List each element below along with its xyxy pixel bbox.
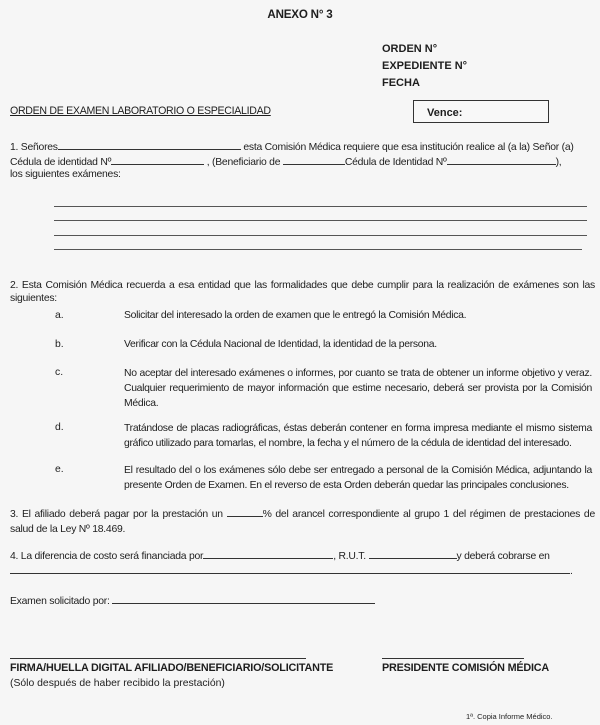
item-text: Solicitar del interesado la orden de examen que le entregó la Comisión Médica. bbox=[124, 310, 467, 321]
section-1-request-text: esta Comisión Médica requiere que esa institución realice al (a la) Señor (a) bbox=[240, 142, 574, 153]
requested-by-field[interactable] bbox=[112, 594, 375, 604]
item-text: Verificar con la Cédula Nacional de Identidad, la identidad de la persona. bbox=[124, 339, 437, 350]
date-label: FECHA bbox=[382, 77, 420, 89]
president-signature-label: PRESIDENTE COMISIÓN MÉDICA bbox=[382, 662, 549, 674]
item-letter: c. bbox=[55, 367, 64, 378]
item-letter: e. bbox=[55, 464, 64, 475]
expires-box[interactable] bbox=[413, 100, 549, 123]
id-label: Cédula de identidad Nº bbox=[10, 157, 112, 168]
percentage-field[interactable] bbox=[227, 507, 263, 517]
requested-by-label: Examen solicitado por: bbox=[10, 596, 113, 607]
section-1-close: ), bbox=[555, 157, 562, 168]
charge-to-field[interactable] bbox=[10, 564, 570, 574]
beneficiary-id-field[interactable] bbox=[447, 155, 556, 165]
rut-field[interactable] bbox=[369, 549, 457, 559]
beneficiary-prefix: , (Beneficiario de bbox=[204, 157, 283, 168]
exam-line-2[interactable] bbox=[54, 220, 587, 221]
exams-label: los siguientes exámenes: bbox=[10, 169, 121, 180]
copy-note: 1ª. Copia Informe Médico. bbox=[466, 712, 553, 721]
annex-title: ANEXO N° 3 bbox=[267, 8, 333, 21]
beneficiary-of-field[interactable] bbox=[283, 155, 345, 165]
section-1-prefix: 1. Señores bbox=[10, 142, 58, 153]
applicant-signature-label: FIRMA/HUELLA DIGITAL AFILIADO/BENEFICIARIO/SOLICITANTE bbox=[10, 662, 334, 674]
form-title: ORDEN DE EXAMEN LABORATORIO O ESPECIALIDAD bbox=[10, 105, 271, 117]
section-3-suffix: % del arancel correspondiente al grupo 1 del régimen de prestaciones de salud de la Ley Nº 18.469. bbox=[10, 509, 595, 535]
exam-line-4[interactable] bbox=[54, 249, 582, 250]
requested-by-line bbox=[10, 594, 592, 608]
section-3-prefix: 3. El afiliado deberá pagar por la prestación un bbox=[10, 509, 227, 520]
president-signature-line[interactable] bbox=[382, 658, 524, 659]
section-4-line-1 bbox=[10, 549, 595, 563]
section-3 bbox=[10, 507, 595, 537]
patient-id-field[interactable] bbox=[111, 155, 204, 165]
section-4-suffix: y deberá cobrarse en bbox=[456, 551, 550, 562]
section-4-line-2 bbox=[10, 564, 590, 578]
item-text: No aceptar del interesado exámenes o informes, por cuanto se trata de obtener un informe objetivo y veraz. Cualquier requerimiento de mayor información que estime necesario, deberá ser provista por la Comisión Médica. bbox=[124, 368, 592, 409]
item-letter: d. bbox=[55, 422, 64, 433]
item-text: El resultado del o los exámenes sólo debe ser entregado a personal de la Comisión Médica, adjuntando la presente Orden de Examen. En el reverso de esta Orden deberán quedar las principales conclusiones. bbox=[124, 465, 592, 491]
section-4-prefix: 4. La diferencia de costo será financiada por bbox=[10, 551, 204, 562]
applicant-signature-note: (Sólo después de haber recibido la prestación) bbox=[10, 678, 225, 689]
expires-label: Vence: bbox=[427, 107, 463, 119]
institution-name-field[interactable] bbox=[58, 140, 241, 150]
section-1-line-1 bbox=[10, 140, 595, 154]
item-text: Tratándose de placas radiográficas, éstas deberán contener en forma impresa mediante el mismo sistema gráfico utilizado para tomarlas, el nombre, la fecha y el número de la cédula de identidad del interesado. bbox=[124, 423, 592, 449]
rut-label: , R.U.T. bbox=[333, 551, 369, 562]
file-number-label: EXPEDIENTE N° bbox=[382, 60, 468, 72]
exam-line-3[interactable] bbox=[54, 235, 587, 236]
id-label-2: Cédula de Identidad Nº bbox=[344, 157, 447, 168]
exam-line-1[interactable] bbox=[54, 206, 587, 207]
applicant-signature-line[interactable] bbox=[10, 658, 306, 659]
section-4-end: . bbox=[570, 566, 573, 577]
financed-by-field[interactable] bbox=[203, 549, 333, 559]
section-1-line-2 bbox=[10, 155, 595, 169]
order-number-label: ORDEN N° bbox=[382, 43, 438, 55]
item-letter: b. bbox=[55, 339, 64, 350]
section-2-intro: 2. Esta Comisión Médica recuerda a esa entidad que las formalidades que debe cumplir para la realización de exámenes son las siguientes: bbox=[10, 280, 595, 304]
item-letter: a. bbox=[55, 310, 64, 321]
